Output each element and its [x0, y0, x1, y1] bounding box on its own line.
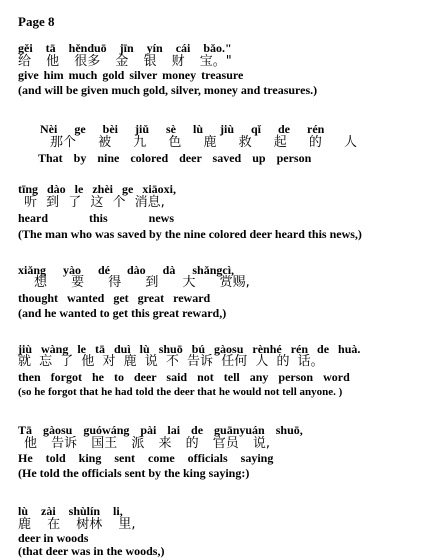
hanzi-line: 那个 被 九 色 鹿 救 起 的 人 [50, 135, 358, 150]
gloss-line: then forgot he to deer said not tell any person word [18, 370, 350, 384]
gloss-line: He told king sent come officials saying [18, 451, 274, 465]
translation-line: (and he wanted to get this great reward,) [18, 306, 227, 320]
pinyin-line: xiǎng yào dé dào dà shǎngcì, [18, 263, 235, 277]
pinyin-line: Tā gàosu guówáng pài lai de guānyuán shuō, [18, 423, 303, 437]
gloss-line: deer in woods [18, 531, 89, 545]
pinyin-line: Nèi ge bèi jiǔ sè lù jiù qǐ de rén [40, 122, 325, 136]
gloss-line: thought wanted get great reward [18, 291, 211, 305]
gloss-line: That by nine colored deer saved up person [38, 151, 312, 165]
translation-line: (so he forgot that he had told the deer that he would not tell anyone. ) [18, 386, 343, 398]
pinyin-line: tīng dào le zhèi ge xiāoxi, [18, 182, 176, 196]
pinyin-line: gěi tā hěnduō jīn yín cái bǎo." [18, 41, 232, 55]
translation-line: (that deer was in the woods,) [18, 544, 165, 558]
hanzi-line: 听 到 了 这 个 消息, [24, 195, 165, 210]
gloss-line: heard this news [18, 211, 175, 225]
translation-line: (The man who was saved by the nine colored deer heard this news,) [18, 227, 362, 241]
translation-line: (and will be given much gold, silver, money and treasures.) [18, 83, 318, 97]
gloss-line: give him much gold silver money treasure [18, 68, 244, 82]
hanzi-line: 就 忘 了 他 对 鹿 说 不 告诉 任何 人 的 话。 [18, 354, 324, 369]
hanzi-line: 想 要 得 到 大 赏赐, [34, 275, 250, 290]
hanzi-line: 鹿 在 树林 里, [18, 517, 136, 532]
translation-line: (He told the officials sent by the king saying:) [18, 466, 250, 480]
pinyin-line: lù zài shùlín li, [18, 504, 123, 518]
pinyin-line: jiù wàng le tā duì lù shuō bú gàosu rènhé rén de huà. [18, 342, 361, 356]
page-label: Page 8 [18, 14, 55, 29]
hanzi-line: 他 告诉 国王 派 来 的 官员 说, [24, 436, 271, 451]
hanzi-line: 给 他 很多 金 银 财 宝。" [18, 54, 232, 69]
